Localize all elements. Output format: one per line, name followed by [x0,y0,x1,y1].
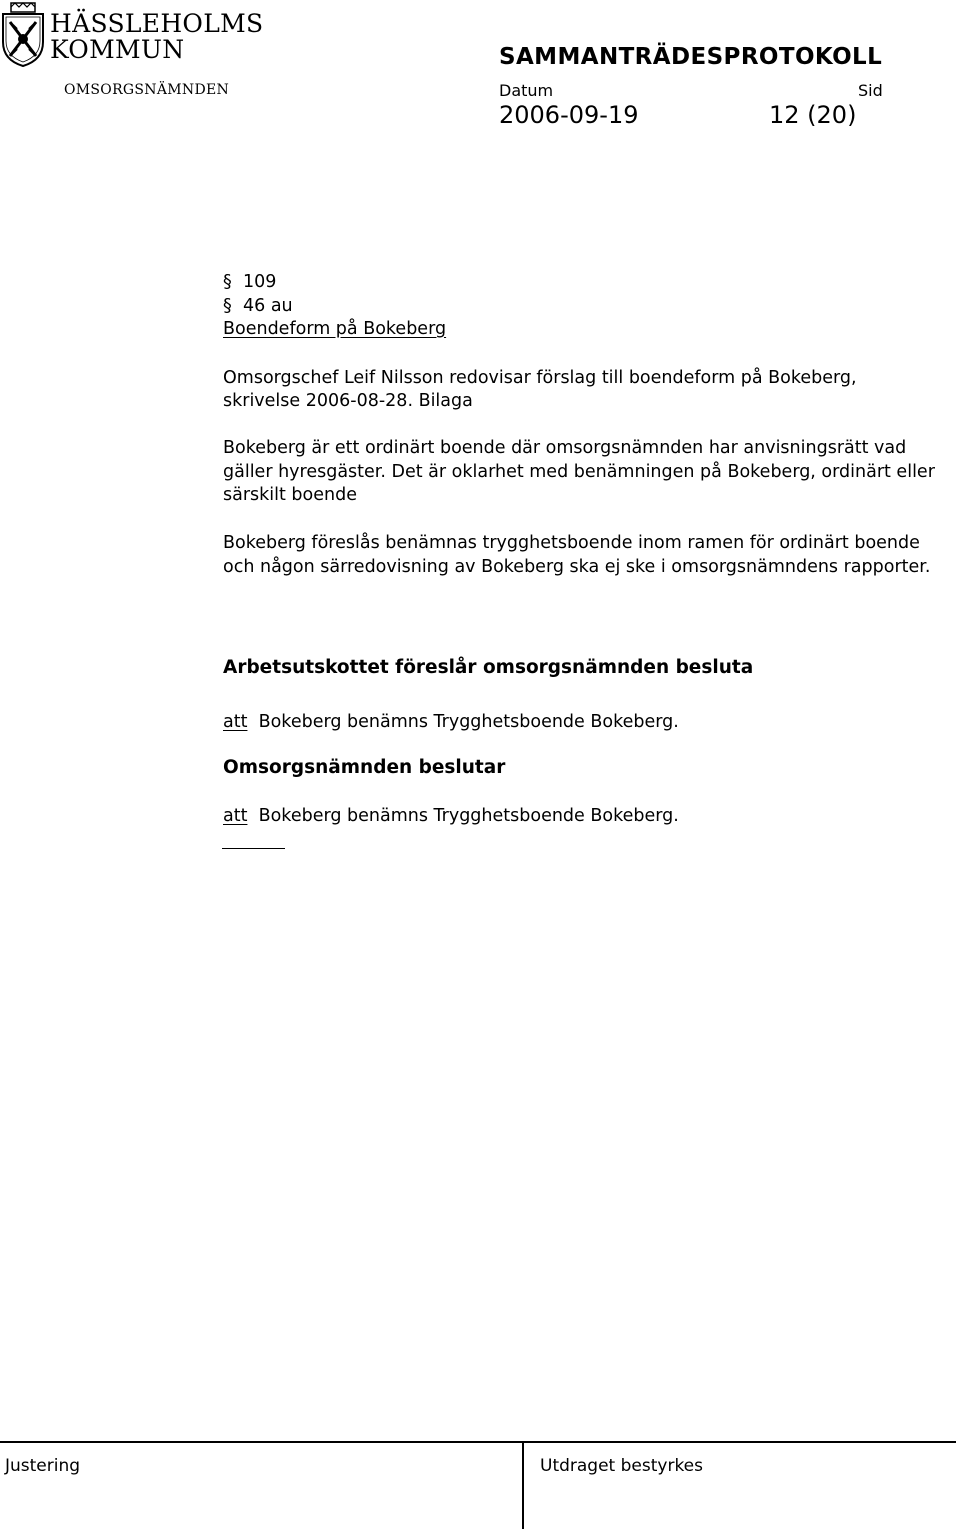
paragraph-1-line-1: Omsorgschef Leif Nilsson redovisar förslag till boendeform på Bokeberg, [223,368,857,388]
paragraph-2: Bokeberg är ett ordinärt boende där omsorgsnämnden har anvisningsrätt vad gäller hyresgäster. Det är oklarhet med benämningen på Bokeberg, ordinärt eller särskilt boende [223,438,935,505]
section-number-line [223,271,276,295]
paragraph-3: Bokeberg föreslås benämnas trygghetsboende inom ramen för ordinärt boende och någon särredovisning av Bokeberg ska ej ske i omsorgsnämndens rapporter. [223,533,931,577]
decision-heading: Omsorgsnämnden beslutar [223,757,506,778]
municipality-name-line1: HÄSSLEHOLMS [50,9,264,38]
page-value: 12 (20) [769,101,857,129]
document-title: SAMMANTRÄDESPROTOKOLL [499,44,883,70]
proposal-text: Bokeberg benämns Trygghetsboende Bokeberg. [258,712,679,732]
committee-name: OMSORGSNÄMNDEN [64,82,230,98]
proposal-clause [223,711,679,735]
date-label: Datum [499,81,554,100]
proposal-att: att [223,712,248,732]
section-number: 109 [243,272,277,292]
justering-label: Justering [5,1456,81,1476]
decision-att: att [223,806,248,826]
date-value: 2006-09-19 [499,101,639,129]
footer-divider [522,1441,524,1529]
proposal-heading: Arbetsutskottet föreslår omsorgsnämnden besluta [223,657,754,678]
end-rule [222,848,285,849]
footer-rule [0,1441,956,1443]
municipality-name-line2: KOMMUN [50,35,185,64]
section-sign-icon: § [223,272,232,292]
paragraph-1-line-2: skrivelse 2006-08-28. Bilaga [223,391,473,411]
section-sign-icon: § [223,296,232,316]
page-label: Sid [858,81,883,100]
decision-text: Bokeberg benämns Trygghetsboende Bokeberg. [258,806,679,826]
case-number-line [223,295,293,319]
decision-clause [223,805,679,829]
case-number: 46 au [243,296,293,316]
section-subject: Boendeform på Bokeberg [223,319,447,339]
utdraget-bestyrkes-label: Utdraget bestyrkes [540,1456,704,1476]
coat-of-arms-icon [0,2,46,68]
